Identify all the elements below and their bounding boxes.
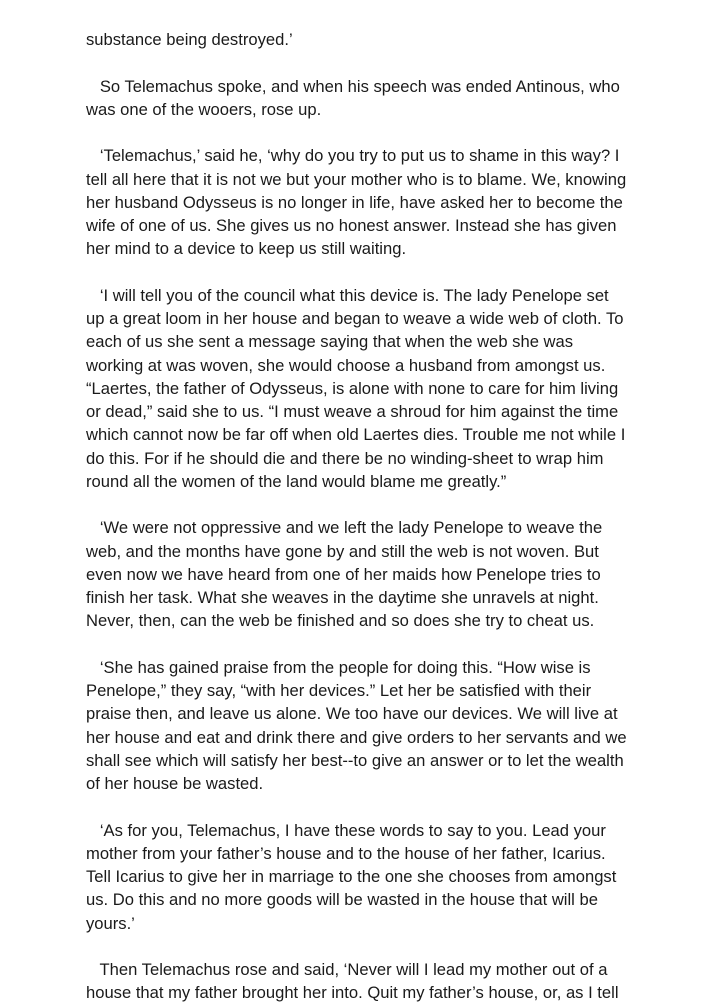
paragraph bbox=[86, 28, 646, 51]
text-line: ‘As for you, Telemachus, I have these words to say to you. Lead your bbox=[86, 820, 606, 840]
paragraph bbox=[86, 144, 646, 260]
text-line: Never, then, can the web be finished and so does she try to cheat us. bbox=[86, 611, 595, 631]
text-line: round all the women of the land would blame me greatly.” bbox=[86, 471, 507, 491]
text-line: tell all here that it is not we but your mother who is to blame. We, knowing bbox=[86, 169, 627, 189]
text-line: up a great loom in her house and began to weave a wide web of cloth. To bbox=[86, 309, 624, 328]
text-line: which cannot now be far off when old Laertes dies. Trouble me not while I bbox=[86, 425, 626, 445]
paragraph-gap bbox=[86, 795, 646, 818]
text-line: Tell Icarius to give her in marriage to the one she chooses from amongst bbox=[86, 867, 617, 886]
paragraph bbox=[86, 75, 646, 122]
text-line: us. Do this and no more goods will be wasted in the house that will be bbox=[86, 890, 598, 910]
text-line: mother from your father’s house and to the house of her father, Icarius. bbox=[86, 843, 606, 863]
paragraph-gap bbox=[86, 493, 646, 516]
text-line: or dead,” said she to us. “I must weave a shroud for him against the time bbox=[86, 402, 619, 421]
text-line: house that my father brought her into. Quit my father’s house, or, as I tell bbox=[86, 983, 619, 1003]
text-line: of her house be wasted. bbox=[86, 774, 264, 793]
text-line: praise then, and leave us alone. We too have our devices. We will live at bbox=[86, 704, 618, 724]
text-line: her mind to a device to keep us still waiting. bbox=[86, 239, 407, 259]
paragraph bbox=[86, 284, 646, 493]
text-line: do this. For if he should die and there be no winding-sheet to wrap him bbox=[86, 448, 604, 468]
text-line: finish her task. What she weaves in the daytime she unravels at night. bbox=[86, 588, 599, 607]
text-line: ‘She has gained praise from the people for doing this. “How wise is bbox=[86, 657, 591, 677]
paragraph bbox=[86, 656, 646, 796]
paragraph-gap bbox=[86, 261, 646, 284]
text-line: Penelope,” they say, “with her devices.” Let her be satisfied with their bbox=[86, 681, 592, 700]
text-line: “Laertes, the father of Odysseus, is alone with none to care for him living bbox=[86, 378, 619, 398]
text-line: ‘I will tell you of the council what this device is. The lady Penelope set bbox=[86, 285, 609, 305]
text-line: was one of the wooers, rose up. bbox=[86, 99, 322, 119]
text-line: working at was woven, she would choose a husband from amongst us. bbox=[86, 355, 606, 375]
text-line: her husband Odysseus is no longer in life, have asked her to become the bbox=[86, 192, 623, 212]
paragraph-gap bbox=[86, 935, 646, 958]
text-line: So Telemachus spoke, and when his speech was ended Antinous, who bbox=[86, 76, 620, 96]
text-line: ‘We were not oppressive and we left the lady Penelope to weave the bbox=[86, 518, 603, 538]
text-line: each of us she sent a message saying that when the web she was bbox=[86, 332, 574, 352]
text-line: Then Telemachus rose and said, ‘Never will I lead my mother out of a bbox=[86, 960, 608, 979]
text-line: substance being destroyed.’ bbox=[86, 30, 293, 49]
paragraph-gap bbox=[86, 51, 646, 74]
paragraph-gap bbox=[86, 633, 646, 656]
text-line: wife of one of us. She gives us no honest answer. Instead she has given bbox=[86, 216, 617, 235]
paragraph bbox=[86, 958, 646, 1005]
text-line: even now we have heard from one of her maids how Penelope tries to bbox=[86, 564, 601, 584]
text-line: her house and eat and drink there and give orders to her servants and we bbox=[86, 727, 627, 747]
paragraph-gap bbox=[86, 121, 646, 144]
text-line: ‘Telemachus,’ said he, ‘why do you try to put us to shame in this way? I bbox=[86, 146, 620, 166]
text-line: web, and the months have gone by and still the web is not woven. But bbox=[86, 541, 599, 561]
text-line: yours.’ bbox=[86, 913, 135, 933]
paragraph bbox=[86, 516, 646, 632]
paragraph bbox=[86, 819, 646, 935]
text-line: shall see which will satisfy her best--to give an answer or to let the wealth bbox=[86, 750, 624, 770]
text-column bbox=[86, 28, 646, 1005]
